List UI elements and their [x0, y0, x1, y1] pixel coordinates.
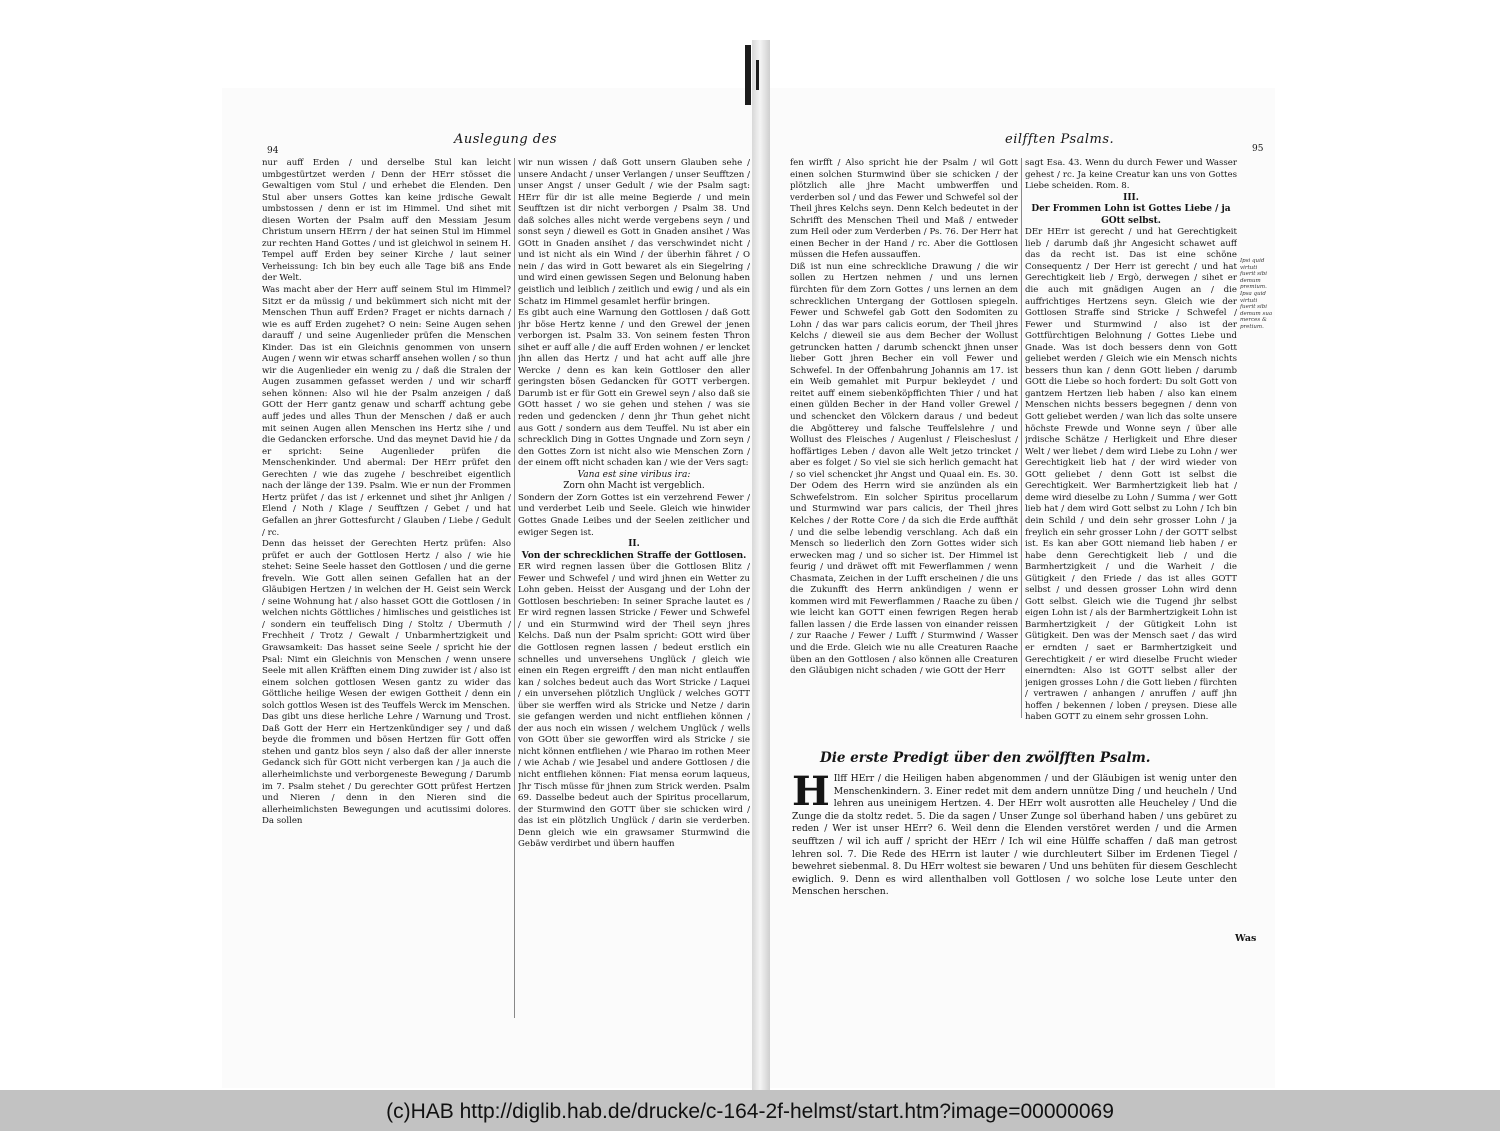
- book-gutter: [752, 40, 770, 1090]
- text-column-1: [790, 158, 1018, 738]
- sermon-body: Ilff HErr / die Heiligen haben abgenommen / und der Gläubigen ist wenig unter den Menschenkindern. 3. Einer redet mit dem andern unnütze Ding / und heucheln / Und lehren aus uneinigem Hertzen. 4. Der HErr wolt ausrotten alle Heucheley / Und die Zunge die da stoltz redet. 5. Die da sagen / Unser Zunge sol überhand haben / uns gebüret zu reden / Wer ist unser HErr? 6. Weil denn die Elenden verstöret werden / und die Armen seufftzen / wil ich auff / spricht der HErr / Ich wil eine Hülffe schaffen / daß man getrost lehren sol. 7. Die Rede des HErrn ist lauter / wie durchleutert Silber im Erdenen Tiegel / bewehret siebenmal. 8. Du HErr woltest sie bewaren / Und uns behüten für diesem Geschlecht ewiglich. 9. Denn es wird allenthalben voll Gottlosen / wo solche lose Leute unter den Menschen herschen.: [792, 773, 1237, 898]
- paragraph: Sondern der Zorn Gottes ist ein verzehrend Fewer / und verderbet Leib und Seele. Gleich wie hinwider Gottes Gnade Leibes und der Seelen zeitlicher und ewiger Segen ist.: [518, 492, 750, 538]
- section-number: II.: [628, 539, 640, 550]
- catchword: Was: [1235, 933, 1257, 944]
- margin-notes: Ipsi quid virtuti fuerit sibi demum premium. Ipsa quid virtuti fuerit sibi demum sua merces & pretium.: [1240, 258, 1273, 330]
- running-head: Auslegung des: [454, 132, 557, 147]
- paragraph: Was macht aber der Herr auff seinem Stul im Himmel? Sitzt er da müssig / und bekümmert sich nicht mit der Menschen Thun auff Erden? Fraget er nichts darnach / wie es auff Erden zugehet? O nein: Seine Augen sehen darauff / und seine Augenlieder prüfen die Menschen Kinder. Das ist ein Gleichnis genommen von unsern Augen / wenn wir etwas scharff ansehen wollen / so thun wir die Augenlieder ein wenig zu / daß die Stralen der Augen zusammen gefasset werden / und wir scharff sehen können: Also wil hie der Psalm anzeigen / daß GOtt der Herr gantz genaw und scharff achtung gebe auff jedes und alles Thun der Menschen / daß er auch mit seinen Augen allen Menschen ins Hertz sihe / und die Gedancken erforsche. Und das meynet David hie / da er spricht: Seine Augenlieder prüfen die Menschenkinder. Und abermal: Der HErr prüfet den Gerechten / wie das zugehe / beschreibet eigentlich nach der länge der 139. Psalm. Wie er nun der Frommen Hertz prüfet / das ist / erkennet und sihet jhr Anligen / Elend / Noth / Klage / Seufftzen / Gebet / und hat Gefallen an jhrer Gottesfurcht / Glauben / Liebe / Gedult / rc.: [262, 285, 511, 538]
- left-page: [222, 88, 752, 1088]
- paragraph: nur auff Erden / und derselbe Stul kan leicht umbgestürtzet werden / Denn der HErr stösset die Gewaltigen vom Stul / und erhebet die Elenden. Den Stul aber unsers Gottes kan keine jrdische Gewalt umbstossen / denn er ist im Himmel. Und sihet mit diesen Worten der Psalm auff den Messiam Jesum Christum unsern HErrn / der hat seinen Stul im Himmel zur rechten Hand Gottes / und ist gleichwol in seinem H. Tempel auff Erden bey seiner Kirche / laut seiner Verheissung: Ich bin bey euch alle Tage biß ans Ende der Welt.: [262, 158, 511, 284]
- scan-artifact-mark: [756, 60, 759, 90]
- paragraph: Denn das heisset der Gerechten Hertz prüfen: Also prüfet er auch der Gottlosen Hertz / also / wie hie stehet: Seine Seele hasset den Gottlosen / und die gerne freveln. Wie Gott allen seinen Gefallen hat an der Gläubigen Hertzen / in welchen der H. Geist sein Werck / seine Wohnung hat / also hasset GOtt die Gottlosen / in welchen nichts Göttliches / himlisches und geistliches ist / sondern ein teuffelisch Ding / Stoltz / Ubermuth / Frechheit / Trotz / Gewalt / Unbarmhertzigkeit und Grawsamkeit: Das hasset seine Seele / spricht hie der Psal: Nimt ein Gleichnis von Menschen / wenn unsere Seele mit allen Kräfften einem Ding zuwider ist / also ist einem solchen gottlosen Wesen gantz zu wider das Göttliche heilige Wesen der ewigen Gottheit / denn ein solch gottlos Wesen ist des Teuffels Werck im Menschen.: [262, 539, 511, 711]
- drop-cap: H: [792, 768, 830, 815]
- sermon-title: Die erste Predigt über den zwölfften Psalm.: [820, 750, 1151, 766]
- section-number: III.: [1123, 192, 1139, 203]
- paragraph: Diß ist nun eine schreckliche Drawung / die wir sollen zu Hertzen nehmen / und uns lernen fürchten für dem Zorn Gottes / uns lernen an dem schrecklichen Untergang der Gottlosen spiegeln. Fewer und Schwefel gab Gott den Sodomiten zu Lohn / das war pars calicis eorum, der Theil jhres Kelchs / dieweil sie aus dem Becher der Wollust getruncken hatten / darumb schenckt jhnen unser lieber Gott jhren Becher ein voll Fewer und Schwefel. In der Offenbahrung Johannis am 17. ist ein Weib gemahlet mit Purpur bekleydet / und reitet auff einem siebenköpffichten Thier / und hat einen gülden Becher in der Hand voller Grewel / und schencket den Völckern daraus / und bedeut die Abgötterey und falsche Teuffelslehre / und Wollust des Fleisches / Augenlust / Fleischeslust / hoffärtiges Leben / davon alle Welt jetzo trincket / aber es folget / So viel sie sich herlich gemacht hat / so viel schencket jhr Angst und Quaal ein. Es. 30. Der Odem des Herrn wird sie anzünden als ein Schwefelstrom. Ein solcher Spiritus procellarum und Sturmwind war pars calicis, der Theil jhres Kelches / der Rotte Core / da sich die Erde auffthät / und die selbe lebendig verschlang. Ach daß ein Mensch so liederlich den Zorn Gottes wider sich erwecken mag / und so sicher ist. Der Himmel ist feurig / und dräwet offt mit Fewerflammen / wenn Chasmata, Zeichen in der Lufft erscheinen / die uns die Zukunfft des Herrn ankündigen / wenn er kommen wird mit Fewerflammen / Raache zu üben / wie leicht kan GOTT einen fewrigen Regen herab fallen lassen / die Erde lassen von einander reissen / zur Raache / Fewer / Lufft / Sturmwind / Wasser und die Erde. Gleich wie nu alle Creaturen Raache üben an den Gottlosen / also können alle Creaturen den Gläubigen nicht schaden / wie GOtt der Herr: [790, 261, 1018, 677]
- text-column-2: [1025, 158, 1237, 738]
- latin-verse: Vana est sine viribus ira:: [577, 469, 691, 480]
- section-heading: Der Frommen Lohn ist Gottes Liebe / ja GOtt selbst.: [1031, 204, 1231, 226]
- scan-artifact-mark: [745, 45, 751, 105]
- column-divider: [514, 158, 515, 1018]
- column-divider: [1021, 158, 1022, 718]
- page-number: 95: [1252, 144, 1264, 154]
- text-column-2: [518, 158, 750, 1058]
- paragraph: sagt Esa. 43. Wenn du durch Fewer und Wasser gehest / rc. Ja keine Creatur kan uns von Gottes Liebe scheiden. Rom. 8.: [1025, 158, 1237, 192]
- footer-credit: (c)HAB http://diglib.hab.de/drucke/c-164-2f-helmst/start.htm?image=00000069: [0, 1090, 1500, 1131]
- paragraph: Es gibt auch eine Warnung den Gottlosen / daß Gott jhr böse Hertz kenne / und den Grewel der jenen verborgen ist. Psalm 33. Von seinem festen Thron sihet er auff alle / die auff Erden wohnen / er lencket jhn allen das Hertz / und hat acht auff alle jhre Wercke / denn es kan kein Gottloser den aller geringsten bösen Gedancken für GOTT verbergen. Darumb ist er für Gott ein Grewel seyn / also daß sie GOtt hasset / wo sie gehen und stehen / was sie reden und gedencken / denn jhr Thun gehet nicht aus Gott / sondern aus dem Teuffel. Nu ist aber ein schrecklich Ding in Gottes Ungnade und Zorn seyn / den Gottes Zorn ist nicht also wie Menschen Zorn / der einem offt nicht schaden kan / wie der Vers sagt:: [518, 308, 750, 469]
- running-head: eilfften Psalms.: [1005, 132, 1115, 147]
- verse-translation: Zorn ohn Macht ist vergeblich.: [563, 481, 705, 492]
- paragraph: DEr HErr ist gerecht / und hat Gerechtigkeit lieb / darumb daß jhr Angesicht schawet auff das da recht ist. Das ist eine schöne Consequentz / Der Herr ist gerecht / und hat Gerechtigkeit lieb / Ergò, derwegen / sihet er die auch mit gnädigen Augen an / die auffrichtiges Hertzens seyn. Gleich wie der Gottlosen Straffe sind Stricke / Schwefel / Fewer und Sturmwind / also ist der Gottfürchtigen Belohnung / Gottes Liebe und Gnade. Was ist doch bessers denn von Gott geliebet werden / Gleich wie ein Mensch nichts bessers thun kan / denn GOtt lieben / darumb GOtt die Liebe so hoch fordert: Du solt Gott von gantzem Hertzen lieb haben / also kan einem Menschen nichts bessers begegnen / denn von Gott geliebet werden / wan lich das solte unsere höchste Frewde und Wonne seyn / über alle jrdische Schätze / Herligkeit und Ehre dieser Welt / wer liebet / dem wird Liebe zu Lohn / wer Gerechtigkeit lieb hat / der wird wieder von GOtt geliebet / denn Gott ist selbst die Gerechtigkeit. Wer Barmhertzigkeit lieb hat / deme wird dieselbe zu Lohn / Summa / wer Gott lieb hat / dem wird Gott selbst zu Lohn / Ich bin dein Schild / und dein sehr grosser Lohn / ja freylich ein sehr grosser Lohn / der GOTT selbst ist. Es kan aber GOtt niemand lieb haben / er habe denn Gerechtigkeit lieb / und die Barmhertzigkeit / und die Warheit / die Gütigkeit / den Friede / das ist alles GOTT selbst / und dessen grosser Lohn wird denn Gott selbst. Gleich wie die Tugend jhr selbst eigen Lohn ist / als der Barmhertzigkeit Lohn ist Barmhertzigkeit / der Gütigkeit Lohn ist Gütigkeit. Den was der Mensch saet / das wird er erndten / saet er Barmhertzigkeit und Gerechtigkeit / er wird dieselbe Frucht wieder einerndten: Also ist GOTT selbst aller der jenigen grosses Lohn / die Gott lieben / fürchten / vertrawen / anhangen / anruffen / auff jhn hoffen / bekennen / loben / preysen. Diese alle haben GOTT zu einem sehr grossen Lohn.: [1025, 227, 1237, 723]
- paragraph: wir nun wissen / daß Gott unsern Glauben sehe / unsere Andacht / unser Verlangen / unser Seufftzen / unser Angst / unser Gedult / wie der Psalm sagt: HErr für dir ist alle meine Begierde / und mein Seufftzen ist dir nicht verborgen / Psalm 38. Und daß solches alles nicht werde vergebens seyn / und sonst seyn / dieweil es Gott in Gnaden ansihet / Was GOtt in Gnaden ansihet / das verschwindet nicht / und ist nicht als ein Wind / der überhin fähret / O nein / das wird in Gott bewaret als ein Siegelring / und wird einen gewissen Segen und Belonung haben geistlich und leiblich / zeitlich und ewig / und als ein Schatz im Himmel gesamlet herfür bringen.: [518, 158, 750, 307]
- paragraph: fen wirfft / Also spricht hie der Psalm / wil Gott einen solchen Sturmwind über sie schicken / der plötzlich alle jhre Macht umbwerffen und verderben sol / und das Fewer und Schwefel sol der Theil jhres Kelchs seyn. Denn Kelch bedeutet in der Schrifft des Menschen Theil und Maß / entweder zum Heil oder zum Verderben / Ps. 76. Der Herr hat einen Becher in der Hand / rc. Aber die Gottlosen müssen die Hefen aussauffen.: [790, 158, 1018, 261]
- section-heading: Von der schrecklichen Straffe der Gottlosen.: [521, 550, 747, 561]
- sermon-text-block: [792, 768, 1237, 899]
- text-column-1: [262, 158, 511, 1058]
- paragraph: ER wird regnen lassen über die Gottlosen Blitz / Fewer und Schwefel / und wird jhnen ein Wetter zu Lohn geben. Heisst der Ausgang und der Lohn der Gottlosen beschrieben: In seiner Sprache lautet es / Er wird regnen lassen Stricke / Fewer und Schwefel / und ein Sturmwind wird der Theil seyn jhres Kelchs. Daß nun der Psalm spricht: GOtt wird über die Gottlosen regnen lassen / bedeut erstlich ein schnelles und unversehens Unglück / gleich wie einen ein Regen ergreifft / den man nicht entlauffen kan / solches bedeut auch das Wort Stricke / Laquei / ein unversehen plötzlich Unglück / welches GOTT über sie werffen wird als Stricke und Netze / darin sie gefangen werden und nicht entfliehen können / der aus noch ein wissen / welchem Unglück / wells von GOtt über sie geworffen wird als Stricke / sie nicht können entfliehen / wie Pharao im rothen Meer / wie Achab / wie Jesabel und andere Gottlosen / die nicht entfliehen können: Fiat mensa eorum laqueus, Jhr Tisch müsse für jhnen zum Strick werden. Psalm 69. Dasselbe bedeut auch der Spiritus procellarum, der Sturmwind den GOTT über sie schicken wird / das ist ein plötzlich Unglück / darin sie verderben. Denn gleich wie ein grawsamer Sturmwind die Gebäw verdirbet und übern hauffen: [518, 562, 750, 850]
- page-number: 94: [267, 146, 279, 156]
- right-page: [770, 88, 1275, 1088]
- paragraph: Das gibt uns diese herliche Lehre / Warnung und Trost. Daß Gott der Herr ein Hertzenkündiger sey / und daß beyde die frommen und bösen Hertzen für Gott offen stehen und gantz blos seyn / also daß der aller innerste Gedanck sich für GOtt nicht verbergen kan / ja auch die allerheimlichste und verborgeneste Bewegung / Darumb im 7. Psalm stehet / Du gerechter GOtt prüfest Hertzen und Nieren / denn in den Nieren sind die allerheimlichsten Bewegungen und acutissimi dolores. Da sollen: [262, 712, 511, 827]
